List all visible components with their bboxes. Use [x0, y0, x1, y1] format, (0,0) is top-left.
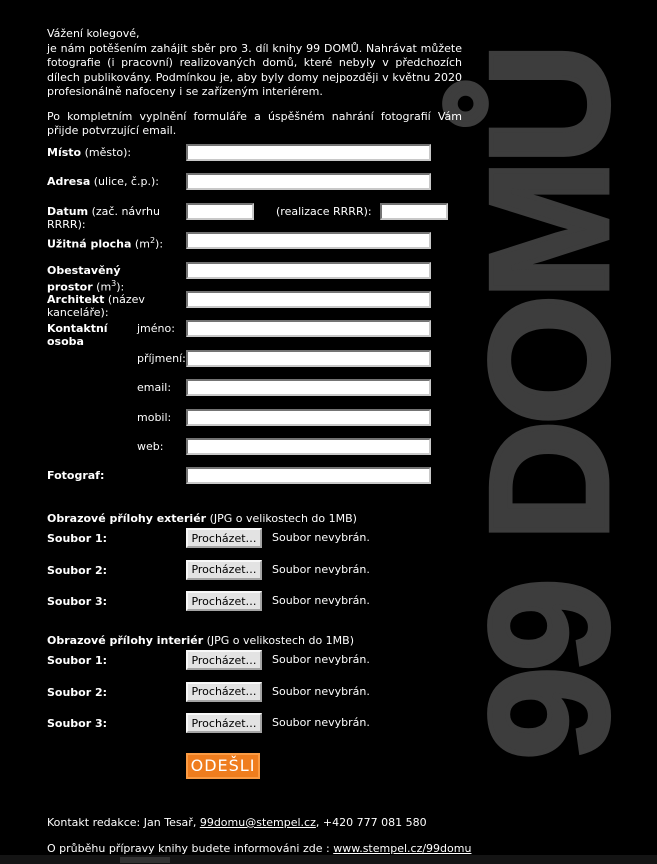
interior-file-row-2	[47, 682, 462, 702]
interior-file-1-status: Soubor nevybrán.	[272, 653, 370, 666]
footer-contact-line: Kontakt redakce: Jan Tesař, 99domu@stempel.cz, +420 777 081 580	[47, 816, 427, 829]
interior-file-3-label: Soubor 3:	[47, 717, 108, 730]
uzitna-plocha-input[interactable]	[186, 232, 431, 249]
row-kontakt-mobil	[47, 409, 462, 426]
row-kontakt-web	[47, 438, 462, 455]
uzitna-plocha-label: Užitná plocha $(m^2)$:	[47, 236, 164, 251]
kontaktni-osoba-label: Kontaktní osoba	[47, 322, 108, 349]
exterior-file-row-2	[47, 560, 462, 580]
misto-input[interactable]	[186, 144, 431, 161]
exterior-file-1-label: Soubor 1:	[47, 532, 108, 545]
email-link[interactable]: 99domu@stempel.cz	[199, 816, 316, 829]
logo-99domu	[440, 0, 657, 814]
interior-file-2-browse-button[interactable]: Procházet…	[186, 682, 262, 702]
misto-label: Místo (město):	[47, 146, 132, 159]
row-datum	[47, 203, 462, 231]
submit-button[interactable]: ODEŠLI	[186, 753, 260, 779]
interior-file-2-status: Soubor nevybrán.	[272, 684, 370, 698]
intro-paragraph-1: je nám potěšením zahájit sběr pro 3. díl knihy 99 DOMŮ. Nahrávat můžete fotografie (i pracovní) realizovaných domů, které nebyly v předchozích dílech publikovány. Podmínkou je, aby byly domy nejpozději v květnu 2020 profesionálně nafoceny i se zařízeným interiérem.	[47, 41, 462, 98]
fotograf-input[interactable]	[186, 467, 431, 484]
exterior-file-1-status: Soubor nevybrán.	[272, 531, 370, 544]
website-link[interactable]: www.stempel.cz/99domu	[333, 842, 472, 855]
adresa-label: Adresa (ulice, č.p.):	[47, 175, 159, 189]
architekt-input[interactable]	[186, 291, 431, 308]
interior-uploads-heading: Obrazové přílohy interiér (JPG o velikostech do 1MB)	[47, 634, 354, 647]
mobil-input[interactable]	[186, 409, 431, 426]
row-architekt	[47, 291, 462, 319]
interior-file-1-browse-button[interactable]: Procházet…	[186, 650, 262, 670]
jmeno-label: jméno:	[137, 322, 175, 336]
exterior-file-3-label: Soubor 3:	[47, 595, 108, 608]
exterior-file-3-status: Soubor nevybrán.	[272, 594, 370, 607]
row-fotograf	[47, 467, 462, 484]
exterior-file-3-browse-button[interactable]: Procházet…	[186, 591, 262, 611]
exterior-uploads-heading: Obrazové přílohy exteriér (JPG o velikostech do 1MB)	[47, 512, 357, 525]
architekt-label: Architekt (název kanceláře):	[47, 292, 145, 319]
row-adresa	[47, 173, 462, 190]
fotograf-label: Fotograf:	[47, 469, 105, 483]
exterior-file-2-status: Soubor nevybrán.	[272, 562, 370, 576]
exterior-file-2-label: Soubor 2:	[47, 563, 108, 577]
interior-file-row-1	[47, 650, 462, 670]
web-input[interactable]	[186, 438, 431, 455]
web-label: web:	[137, 439, 164, 453]
row-kontakt-prijmeni	[47, 350, 462, 367]
row-kontakt-jmeno	[47, 320, 462, 349]
row-obestaveny-prostor	[47, 262, 462, 294]
email-input[interactable]	[186, 379, 431, 396]
exterior-file-2-browse-button[interactable]: Procházet…	[186, 560, 262, 580]
mobil-label: mobil:	[137, 410, 172, 424]
datum-label: Datum (zač. návrhu RRRR):	[47, 204, 160, 231]
datum-realizace-label: (realizace RRRR):	[276, 204, 372, 218]
obestaveny-prostor-input[interactable]	[186, 262, 431, 279]
interior-file-3-status: Soubor nevybrán.	[272, 716, 370, 729]
datum-realizace-input[interactable]	[380, 203, 448, 220]
interior-uploads-section	[47, 633, 462, 745]
submission-form	[47, 144, 462, 497]
email-label: email:	[137, 381, 172, 395]
adresa-input[interactable]	[186, 173, 431, 190]
intro-paragraph-2: Po kompletním vyplnění formuláře a úspěšném nahrání fotografií Vám přijde potvrzující email.	[47, 109, 462, 137]
prijmeni-label: příjmení:	[137, 351, 186, 365]
prijmeni-input[interactable]	[186, 350, 431, 367]
exterior-file-row-3	[47, 591, 462, 611]
row-uzitna-plocha	[47, 232, 462, 249]
interior-file-3-browse-button[interactable]: Procházet…	[186, 713, 262, 733]
interior-file-row-3	[47, 713, 462, 733]
exterior-file-1-browse-button[interactable]: Procházet…	[186, 528, 262, 548]
intro-text	[47, 27, 462, 139]
obestaveny-prostor-label: Obestavěný prostor $(m^3)$:	[47, 263, 125, 294]
row-kontakt-email	[47, 379, 462, 396]
datum-navrh-input[interactable]	[186, 203, 254, 220]
row-misto	[47, 144, 462, 161]
exterior-uploads-section	[47, 511, 462, 623]
jmeno-input[interactable]	[186, 320, 431, 337]
footer-info-line: O průběhu přípravy knihy budete informováni zde : www.stempel.cz/99domu	[47, 842, 472, 855]
horizontal-scrollbar-thumb[interactable]	[120, 857, 170, 863]
intro-salutation: Vážení kolegové,	[47, 27, 140, 40]
horizontal-scrollbar[interactable]	[0, 855, 657, 864]
interior-file-2-label: Soubor 2:	[47, 685, 108, 699]
interior-file-1-label: Soubor 1:	[47, 654, 108, 667]
logo-99domu-text: 99 DOMŮ	[454, 48, 643, 760]
exterior-file-row-1	[47, 528, 462, 548]
main-content	[47, 27, 472, 855]
